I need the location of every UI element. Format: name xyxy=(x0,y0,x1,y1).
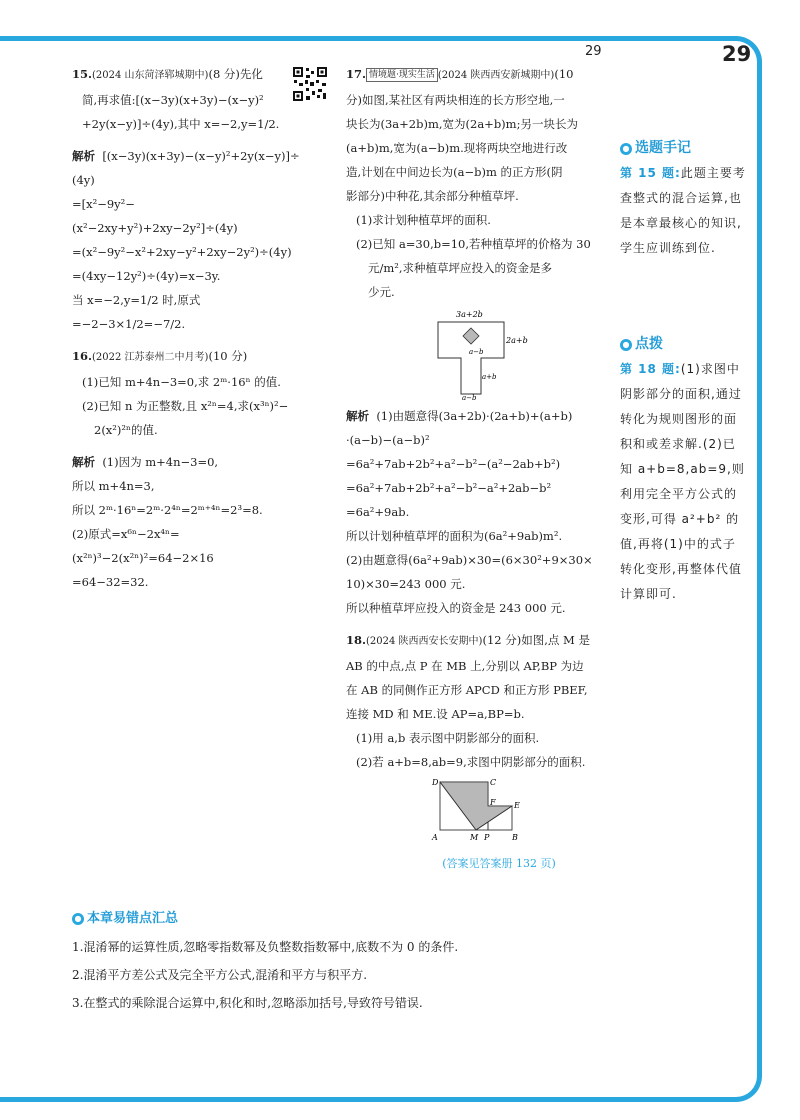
point-d-label: D xyxy=(432,778,439,787)
sidebar-notes xyxy=(620,135,746,607)
q15-solution xyxy=(72,144,300,168)
q17-part: 少元. xyxy=(368,285,395,299)
squares-figure xyxy=(428,776,528,842)
solution-line: ·(a−b)−(a−b)² xyxy=(346,433,430,447)
tips-body: (1)求图中阴影部分的面积,通过转化为规则图形的面积和或差求解.(2)已知 a+b=8,ab=9,则利用完全平方公式的变形,可得 a²+b² 的值,再将(1)中的式子转化变形,再整体代值计算即可. xyxy=(620,362,745,601)
notes-heading xyxy=(620,135,746,161)
q15-score: (8 分)先化 xyxy=(208,67,263,81)
solution-line: =[x²−9y²−(x²−2xy+y²)+2xy−2y²]÷(4y) xyxy=(72,197,238,235)
point-m-label: M xyxy=(470,833,479,842)
notes-body: 此题主要考查整式的混合运算,也是本章最核心的知识,学生应训练到位. xyxy=(620,166,746,255)
q16-number: 16. xyxy=(72,349,93,363)
q15-line: 简,再求值:[(x−3y)(x+3y)−(x−y)² xyxy=(82,93,264,107)
q18-line: 连接 MD 和 ME.设 AP=a,BP=b. xyxy=(346,707,525,721)
q17-header xyxy=(346,62,612,88)
tips-title: 点拨 xyxy=(635,336,663,352)
point-a-label: A xyxy=(432,833,438,842)
errors-title: 本章易错点汇总 xyxy=(87,911,179,926)
notes-icon: ● xyxy=(620,143,632,155)
point-f-label: F xyxy=(490,798,496,807)
tips-heading xyxy=(620,331,746,357)
solution-line: 所以种植草坪应投入的资金是 243 000 元. xyxy=(346,601,566,615)
solution-label: 解析 xyxy=(72,149,95,163)
error-item: 1.混淆幂的运算性质,忽略零指数幂及负整数指数幂中,底数不为 0 的条件. xyxy=(72,940,459,954)
q18-part: (2)若 a+b=8,ab=9,求图中阴影部分的面积. xyxy=(356,755,586,769)
q17-line: 造,计划在中间边长为(a−b)m 的正方形(阴 xyxy=(346,165,563,179)
q18-header xyxy=(346,628,612,654)
notes-text xyxy=(620,161,746,261)
point-c-label: C xyxy=(490,778,497,787)
page-number: 29 xyxy=(722,42,752,66)
q18-score: (12 分)如图,点 M 是 xyxy=(482,633,590,647)
notes-title: 选题手记 xyxy=(635,140,691,156)
solution-line: 所以计划种植草坪的面积为(6a²+9ab)m². xyxy=(346,529,563,543)
fig-bottom-label: a−b xyxy=(462,394,477,402)
solution-line: =(4xy−12y²)÷(4y)=x−3y. xyxy=(72,269,221,283)
point-p-label: P xyxy=(484,833,490,842)
solution-line: (4y) xyxy=(72,173,95,187)
q18-source: (2024 陕西西安长安期中) xyxy=(366,636,483,647)
q17-part: 元/m²,求种植草坪应投入的资金是多 xyxy=(368,261,553,275)
q16-source: (2022 江苏泰州二中月考) xyxy=(92,352,209,363)
q17-line: (a+b)m,宽为(a−b)m.现将两块空地进行改 xyxy=(346,141,568,155)
error-item: 2.混淆平方差公式及完全平方公式,混淆和平方与积平方. xyxy=(72,968,368,982)
q17-line: 块长为(3a+2b)m,宽为(2a+b)m;另一块长为 xyxy=(346,117,578,131)
left-column xyxy=(72,62,300,594)
q16-part: (1)已知 m+4n−3=0,求 2ᵐ·16ⁿ 的值. xyxy=(82,375,281,389)
tips-text xyxy=(620,357,746,607)
q15-number: 15. xyxy=(72,67,93,81)
answer-reference: (答案见答案册 132 页) xyxy=(442,857,556,870)
q17-line: 影部分)中种花,其余部分种植草坪. xyxy=(346,189,519,203)
solution-line: (1)因为 m+4n−3=0, xyxy=(102,455,219,469)
point-e-label: E xyxy=(514,801,520,810)
fig-top-label: 3a+2b xyxy=(456,310,483,319)
solution-line: [(x−3y)(x+3y)−(x−y)²+2y(x−y)]÷ xyxy=(102,149,300,163)
solution-line: 10)×30=243 000 元. xyxy=(346,577,466,591)
page-number-small: 29 xyxy=(585,44,602,59)
notes-lead: 第 15 题: xyxy=(620,166,681,180)
q17-solution xyxy=(346,404,612,428)
q17-part: (2)已知 a=30,b=10,若种植草坪的价格为 30 xyxy=(356,237,591,251)
q17-line: 分)如图,某社区有两块相连的长方形空地,一 xyxy=(346,93,565,107)
solution-line: =6a²+7ab+2b²+a²−b²−(a²−2ab+b²) xyxy=(346,457,561,471)
errors-heading xyxy=(72,905,732,933)
solution-label: 解析 xyxy=(346,409,369,423)
errors-summary xyxy=(72,905,732,1017)
solution-line: 所以 2ᵐ·16ⁿ=2ᵐ·2⁴ⁿ=2ᵐ⁺⁴ⁿ=2³=8. xyxy=(72,503,263,517)
q18-line: AB 的中点,点 P 在 MB 上,分别以 AP,BP 为边 xyxy=(346,659,584,673)
q17-part: (1)求计划种植草坪的面积. xyxy=(356,213,491,227)
error-item: 3.在整式的乘除混合运算中,积化和时,忽略添加括号,导致符号错误. xyxy=(72,996,423,1010)
solution-line: =64−32=32. xyxy=(72,575,149,589)
q16-header xyxy=(72,344,300,370)
q17-number: 17. xyxy=(346,67,367,81)
q17-source: (2024 陕西西安新城期中) xyxy=(437,70,555,81)
q16-part: (2)已知 n 为正整数,且 x²ⁿ=4,求(x³ⁿ)²− xyxy=(82,399,289,413)
lawn-figure xyxy=(434,308,528,402)
q15-header xyxy=(72,62,300,88)
point-b-label: B xyxy=(512,833,518,842)
solution-line: =6a²+9ab. xyxy=(346,505,410,519)
q18-line: 在 AB 的同侧作正方形 APCD 和正方形 PBEF, xyxy=(346,683,588,697)
q18-number: 18. xyxy=(346,633,367,647)
solution-line: (2)由题意得(6a²+9ab)×30=(6×30²+9×30× xyxy=(346,553,593,567)
solution-line: (2)原式=x⁶ⁿ−2x⁴ⁿ=(x²ⁿ)³−2(x²ⁿ)²=64−2×16 xyxy=(72,527,214,565)
q17-tag: 情境题·现实生活 xyxy=(366,68,438,82)
tips-lead: 第 18 题: xyxy=(620,362,681,376)
q15-source: (2024 山东菏泽郓城期中) xyxy=(92,70,209,81)
solution-line: 所以 m+4n=3, xyxy=(72,479,155,493)
tips-icon: ● xyxy=(620,339,632,351)
errors-icon: ● xyxy=(72,913,84,925)
solution-line: =6a²+7ab+2b²+a²−b²−a²+2ab−b² xyxy=(346,481,552,495)
q16-solution xyxy=(72,450,300,474)
solution-label: 解析 xyxy=(72,455,95,469)
q16-part: 2(x²)²ⁿ的值. xyxy=(94,423,158,437)
q18-part: (1)用 a,b 表示图中阴影部分的面积. xyxy=(356,731,540,745)
fig-inner-label: a−b xyxy=(469,348,484,356)
q16-score: (10 分) xyxy=(208,349,248,363)
solution-line: 当 x=−2,y=1/2 时,原式=−2−3×1/2=−7/2. xyxy=(72,293,201,331)
q15-line: +2y(x−y)]÷(4y),其中 x=−2,y=1/2. xyxy=(82,117,280,131)
solution-line: =(x²−9y²−x²+2xy−y²+2xy−2y²)÷(4y) xyxy=(72,245,292,259)
q17-score: (10 xyxy=(554,67,574,81)
solution-line: (1)由题意得(3a+2b)·(2a+b)+(a+b) xyxy=(376,409,573,423)
middle-column xyxy=(346,62,612,876)
fig-right-label: 2a+b xyxy=(506,336,528,345)
fig-stem-label: a+b xyxy=(482,373,497,381)
shaded-region xyxy=(440,782,512,830)
